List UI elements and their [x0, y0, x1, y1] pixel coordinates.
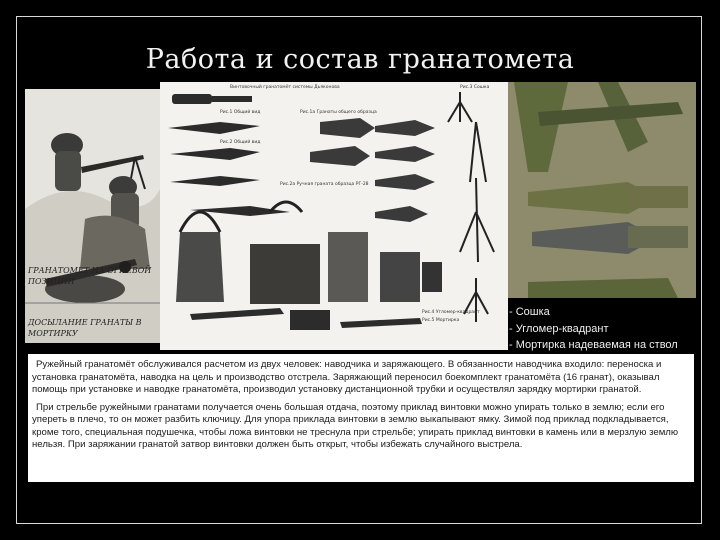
slide-title: Работа и состав гранатомета: [145, 44, 575, 75]
paragraph-recoil: При стрельбе ружейными гранатами получается очень большая отдача, поэтому приклад винтовки можно упирать только в землю; если его упереть в плечо, то он может разбить ключицу. Для упора приклада винтовки в землю выкапывают ямку. Зимой под приклад подкладывается, кроме того, специальная подушечка, чтобы ложа винтовки не треснула при стрельбе; упирать приклад винтовки в камень или в мерзлую землю нельзя. При заряжании гранатой затвор винтовки должен быть открыт, чтобы избежать случайного выстрела.: [32, 401, 679, 450]
legend-item-mortar: - Мортирка надеваемая на ствол: [509, 339, 678, 351]
drawing-label-fig4: Рис.4 Угломер-квадрант: [422, 310, 480, 315]
legend-item-quadrant: - Угломер-квадрант: [509, 322, 609, 335]
component-legend: [509, 304, 709, 354]
drawing-label-fig3: Рис.3 Сошка: [460, 85, 490, 90]
drawing-label-fig1a: Рис.1а Гранаты общего образца: [300, 110, 377, 115]
paragraph-crew: Ружейный гранатомёт обслуживался расчетом из двух человек: наводчика и заряжающего. В обязанности наводчика входило: переноска и установка гранатомёта, наводка на цель и производство отстрела. Заряжающий переносил боекомплект гранатомёта (16 гранат), оказывал помощь при установке и наводке гранатомёта, производил установку дистанционной трубки и осуществлял зарядку мортирки гранатой.: [32, 359, 662, 395]
drawing-label-title: Винтовочный гранатомёт системы Дьяконова: [230, 85, 340, 90]
drawing-label-fig2a: Рис.2а Ручная граната образца РГ-28: [280, 182, 369, 187]
drawing-label-fig2: Рис.2 Общий вид: [220, 140, 261, 145]
legend-item-bipod: - Сошка: [509, 306, 550, 318]
soldiers-illustration: [25, 89, 160, 343]
drawing-label-fig1: Рис.1 Общий вид: [220, 110, 261, 115]
caption-firing-position: ГРАНАТОМЕТ НА ОГНЕВОЙ ПОЗИЦИИ: [28, 266, 152, 286]
description-text-box: [28, 354, 694, 482]
drawing-label-fig5: Рис.5 Мортирка: [422, 318, 460, 323]
technical-drawing: [160, 82, 508, 350]
launcher-photo: [508, 82, 696, 298]
caption-loading-grenade: ДОСЫЛАНИЕ ГРАНАТЫ В МОРТИРКУ: [28, 318, 142, 338]
